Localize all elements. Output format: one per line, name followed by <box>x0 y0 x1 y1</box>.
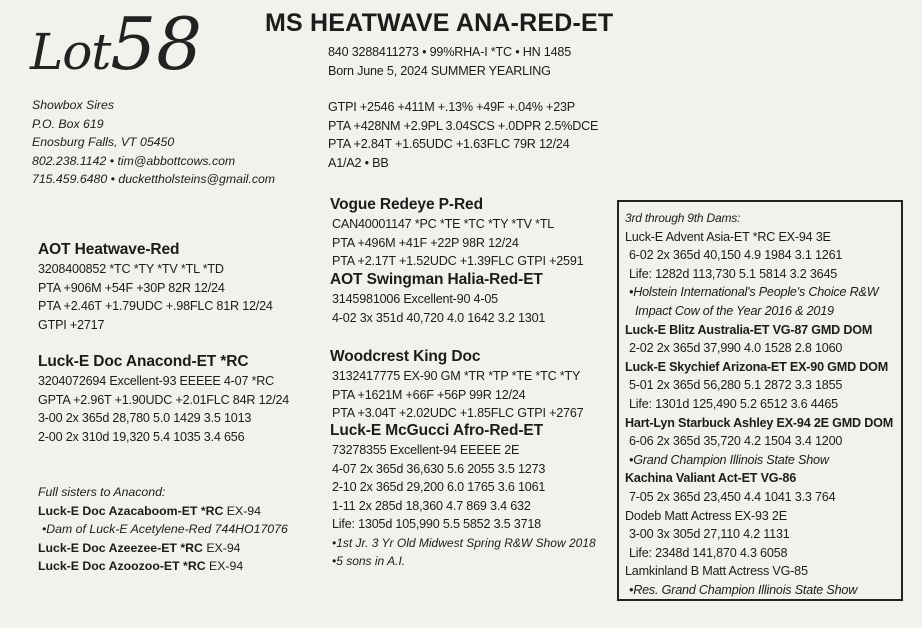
birth-line: Born June 5, 2024 SUMMER YEARLING <box>328 63 551 78</box>
genomic-line: PTA +428NM +2.9PL 3.04SCS +.0DPR 2.5%DCE <box>328 118 599 133</box>
ancestor-dam-name: Luck-E Blitz Australia-ET VG-87 GMD DOM <box>625 322 873 337</box>
dam-line: GPTA +2.96T +1.90UDC +2.01FLC 84R 12/24 <box>38 392 290 407</box>
dam-achievement-note: Impact Cow of the Year 2016 & 2019 <box>635 303 834 318</box>
ancestor-dam-name: Dodeb Matt Actress EX-93 2E <box>625 508 787 523</box>
consignor-contact: 802.238.1142 • tim@abbottcows.com <box>32 153 236 168</box>
ancestor-dam-name: Luck-E Skychief Arizona-ET EX-90 GMD DOM <box>625 359 889 374</box>
dam-achievement-note: •Grand Champion Illinois State Show <box>629 452 829 467</box>
dam-dam-line: 1-11 2x 285d 18,360 4.7 869 3.4 632 <box>332 498 531 513</box>
dam-dam-line: 73278355 Excellent-94 EEEEE 2E <box>332 443 520 457</box>
sire-name: AOT Heatwave-Red <box>38 241 180 258</box>
consignor-contact: 715.459.6480 • duckettholsteins@gmail.com <box>32 172 276 186</box>
consignor-name: Showbox Sires <box>32 98 115 112</box>
dam-dam-line: Life: 1305d 105,990 5.5 5852 3.5 3718 <box>332 517 541 531</box>
consignor-city: Enosburg Falls, VT 05450 <box>32 135 175 149</box>
dam-achievement-note: Life: 2348d 141,870 4.3 6058 <box>629 545 788 560</box>
sire-dam-block <box>330 270 545 327</box>
ancestor-dam-name: Luck-E Advent Asia-ET *RC EX-94 3E <box>625 229 831 244</box>
sister-entry <box>38 502 288 521</box>
sister-note: •Dam of Luck-E Acetylene-Red 744HO17076 <box>42 522 288 536</box>
sire-dam-name: AOT Swingman Halia-Red-ET <box>330 271 543 288</box>
consignor-address: P.O. Box 619 <box>32 116 104 131</box>
full-sisters-heading: Full sisters to Anacond: <box>38 485 166 499</box>
dam-achievement-note: 6-06 2x 365d 35,720 4.2 1504 3.4 1200 <box>629 434 843 449</box>
sire-sire-line: PTA +2.17T +1.52UDC +1.39FLC GTPI +2591 <box>332 254 584 268</box>
dam-dam-note: •1st Jr. 3 Yr Old Midwest Spring R&W Show 2018 <box>332 535 596 550</box>
dam-achievement-note: 5-01 2x 365d 56,280 5.1 2872 3.3 1855 <box>629 378 843 393</box>
ancestor-dam-name: Lamkinland B Matt Actress VG-85 <box>625 564 808 579</box>
genomic-line: A1/A2 • BB <box>328 155 389 170</box>
sire-line: PTA +906M +54F +30P 82R 12/24 <box>38 280 225 295</box>
sire-line: PTA +2.46T +1.79UDC +.98FLC 81R 12/24 <box>38 299 273 313</box>
sister-name: Luck-E Doc Azacaboom-ET *RC <box>38 503 224 518</box>
ancestor-dam-name: Kachina Valiant Act-ET VG-86 <box>625 471 796 486</box>
dam-block <box>38 352 289 446</box>
lot-digits: 58 <box>110 2 203 86</box>
dam-line: 2-00 2x 310d 19,320 5.4 1035 3.4 656 <box>38 429 245 444</box>
sire-sire-line: CAN40001147 *PC *TE *TC *TY *TV *TL <box>332 217 555 231</box>
dam-achievement-note: •Res. Grand Champion Illinois State Show <box>629 582 858 597</box>
sire-sire-block <box>330 195 583 271</box>
sister-entry <box>38 557 288 576</box>
sister-entry <box>38 539 288 558</box>
dam-achievement-note: •Holstein International's People's Choice R&W <box>629 285 879 300</box>
dam-dam-note: •5 sons in A.I. <box>332 554 406 568</box>
dam-sire-block <box>330 347 583 423</box>
sire-sire-line: PTA +496M +41F +22P 98R 12/24 <box>332 235 519 250</box>
extended-dams-content <box>625 209 893 599</box>
sire-line: GTPI +2717 <box>38 317 105 332</box>
dam-name: Luck-E Doc Anacond-ET *RC <box>38 353 249 370</box>
full-sisters-block <box>38 483 288 576</box>
sister-name: Luck-E Doc Azoozoo-ET *RC <box>38 559 206 573</box>
sister-name: Luck-E Doc Azeezee-ET *RC <box>38 540 203 555</box>
sire-line: 3208400852 *TC *TY *TV *TL *TD <box>38 262 224 276</box>
dam-dam-block <box>330 421 596 571</box>
dam-achievement-note: Life: 1301d 125,490 5.2 6512 3.6 4465 <box>629 396 838 411</box>
dam-sire-line: PTA +3.04T +2.02UDC +1.85FLC GTPI +2767 <box>332 406 584 420</box>
extended-dams-heading: 3rd through 9th Dams: <box>625 211 741 225</box>
dam-achievement-note: 3-00 3x 305d 27,110 4.2 1131 <box>629 527 790 542</box>
dam-line: 3-00 2x 365d 28,780 5.0 1429 3.5 1013 <box>38 411 252 425</box>
dam-sire-name: Woodcrest King Doc <box>330 348 481 365</box>
dam-dam-line: 2-10 2x 365d 29,200 6.0 1765 3.6 1061 <box>332 480 546 494</box>
animal-info <box>328 43 571 80</box>
ancestor-dam-name: Hart-Lyn Starbuck Ashley EX-94 2E GMD DOM <box>625 415 893 430</box>
dam-line: 3204072694 Excellent-93 EEEEE 4-07 *RC <box>38 374 275 388</box>
dam-achievement-note: Life: 1282d 113,730 5.1 5814 3.2 3645 <box>629 266 838 281</box>
genomic-line: GTPI +2546 +411M +.13% +49F +.04% +23P <box>328 100 576 114</box>
registration-line: 840 3288411273 • 99%RHA-I *TC • HN 1485 <box>328 45 572 59</box>
lot-number <box>30 2 202 86</box>
sister-classification: EX-94 <box>223 503 261 518</box>
lot-word: Lot <box>30 23 111 81</box>
dam-achievement-note: 7-05 2x 365d 23,450 4.4 1041 3.3 764 <box>629 489 836 504</box>
sire-dam-line: 4-02 3x 351d 40,720 4.0 1642 3.2 1301 <box>332 310 546 325</box>
dam-sire-line: PTA +1621M +66F +56P 99R 12/24 <box>332 387 526 402</box>
animal-genomics <box>328 98 598 172</box>
sire-dam-line: 3145981006 Excellent-90 4-05 <box>332 292 498 306</box>
consignor-block <box>32 96 275 189</box>
dam-dam-name: Luck-E McGucci Afro-Red-ET <box>330 422 543 439</box>
dam-achievement-note: 2-02 2x 365d 37,990 4.0 1528 2.8 1060 <box>629 341 843 356</box>
sister-classification: EX-94 <box>202 540 241 555</box>
sister-classification: EX-94 <box>205 559 244 573</box>
extended-dams-list <box>625 228 893 600</box>
dam-sire-line: 3132417775 EX-90 GM *TR *TP *TE *TC *TY <box>332 369 581 383</box>
animal-name-title: MS HEATWAVE ANA-RED-ET <box>265 9 614 37</box>
sire-block <box>38 240 273 334</box>
genomic-line: PTA +2.84T +1.65UDC +1.63FLC 79R 12/24 <box>328 137 570 151</box>
dam-dam-line: 4-07 2x 365d 36,630 5.6 2055 3.5 1273 <box>332 461 546 476</box>
dam-achievement-note: 6-02 2x 365d 40,150 4.9 1984 3.1 1261 <box>629 248 843 263</box>
sire-sire-name: Vogue Redeye P-Red <box>330 196 483 213</box>
